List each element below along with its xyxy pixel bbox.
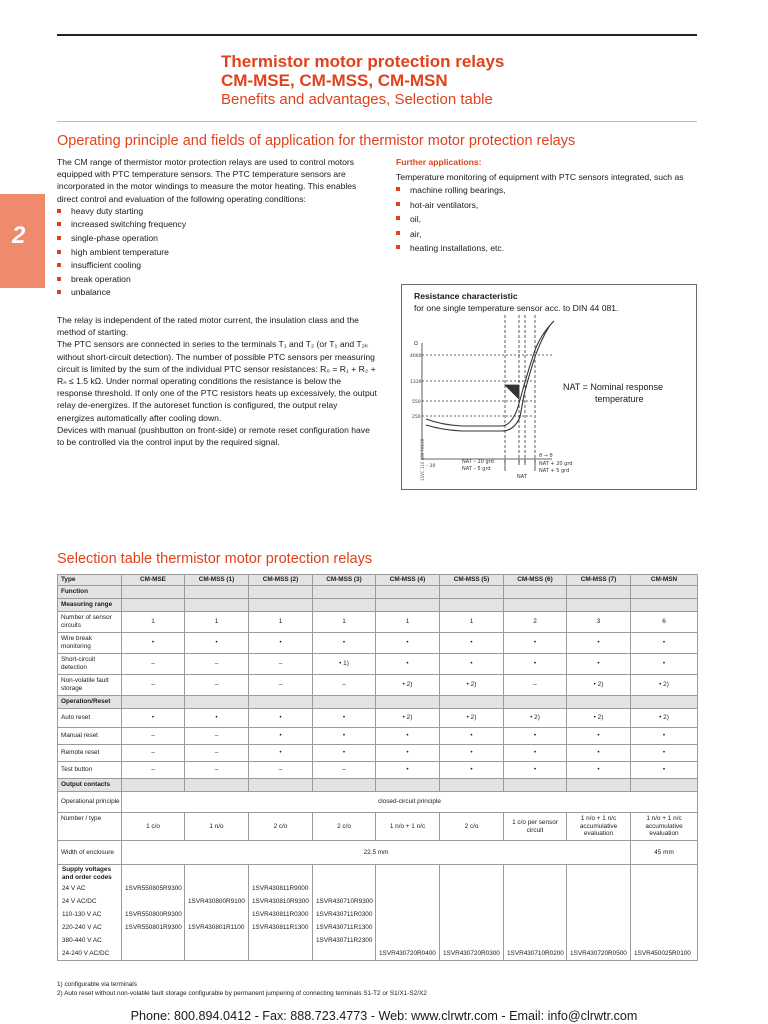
x-start-label: – 20	[426, 464, 436, 469]
table-cell: •	[185, 709, 249, 728]
table-cell: • 2)	[440, 675, 504, 696]
table-cell-width-narrow: 22.5 mm	[122, 841, 631, 865]
table-header-row	[58, 575, 698, 586]
column-header: CM-MSS (5)	[440, 575, 504, 586]
order-code	[441, 895, 502, 908]
order-code	[123, 895, 183, 908]
order-code	[568, 882, 629, 895]
resistance-title: Resistance characteristic	[414, 291, 518, 301]
table-row	[58, 841, 698, 865]
table-cell: •	[376, 728, 440, 745]
list-item: single-phase operation	[57, 232, 377, 246]
order-code	[505, 908, 565, 921]
order-code	[568, 921, 629, 934]
header-type: Type	[58, 575, 122, 586]
row-label-supply: Supply voltages and order codes	[62, 866, 112, 881]
table-cell: •	[567, 633, 631, 654]
table-cell: •	[376, 762, 440, 779]
order-code: 1SVR430811R1300	[252, 924, 309, 931]
order-code	[632, 895, 696, 908]
table-cell: 1	[313, 612, 376, 633]
order-code	[441, 921, 502, 934]
x-axis-symbol: ϑ → ϑ	[539, 453, 553, 459]
table-cell: –	[185, 745, 249, 762]
table-cell: –	[185, 762, 249, 779]
supply-voltage: 110-130 V AC	[62, 911, 102, 918]
table-cell: 1	[249, 612, 313, 633]
table-cell: • 2)	[504, 709, 567, 728]
order-code: 1SVR550801R9300	[125, 924, 182, 931]
column-header: CM-MSS (6)	[504, 575, 567, 586]
table-cell: •	[504, 728, 567, 745]
table-cell: •	[376, 633, 440, 654]
table-cell: 1	[376, 612, 440, 633]
order-code	[505, 895, 565, 908]
table-cell: –	[122, 745, 185, 762]
nat-legend-line1: NAT = Nominal response	[563, 382, 663, 392]
table-cell-width-wide: 45 mm	[631, 841, 698, 865]
y-tick-label: 250	[412, 415, 421, 420]
table-cell: •	[504, 762, 567, 779]
table-cell: • 2)	[631, 675, 698, 696]
footnote: 2) Auto reset without non-volatile fault storage configurable by permanent jumpering of connecting terminals S1-T2 or S1/X1-S2/X2	[57, 990, 427, 997]
order-code: 1SVR550800R9300	[125, 911, 182, 918]
table-row	[58, 654, 698, 675]
order-code: 1SVR550805R9300	[125, 885, 182, 892]
paragraph-independence: The relay is independent of the rated motor current, the insulation class and the method of starting.	[57, 314, 359, 338]
row-label-test-button: Test button	[58, 762, 122, 779]
table-row-supply	[58, 865, 698, 961]
table-row	[58, 612, 698, 633]
table-cell: –	[249, 654, 313, 675]
table-row	[58, 813, 698, 841]
table-cell: •	[249, 745, 313, 762]
table-cell: 1 n/o + 1 n/c	[376, 813, 440, 841]
y-tick-label: 1330	[410, 380, 422, 385]
y-axis-symbol: Ω	[414, 341, 418, 347]
order-codes-col	[567, 865, 631, 961]
order-code: 1SVR430710R0200	[507, 950, 564, 957]
table-cell: • 2)	[376, 709, 440, 728]
contact-footer: Phone: 800.894.0412 - Fax: 888.723.4773 - Web: www.clrwtr.com - Email: info@clrwtr.com	[130, 1009, 638, 1023]
table-cell: •	[249, 709, 313, 728]
table-cell: –	[122, 675, 185, 696]
row-label-operational-principle: Operational principle	[58, 792, 122, 813]
order-code: 1SVR430720R0400	[379, 950, 436, 957]
table-cell: 1 c/o	[122, 813, 185, 841]
order-code	[314, 947, 374, 960]
list-item: air,	[396, 227, 701, 241]
order-code	[377, 921, 438, 934]
list-item: heavy duty starting	[57, 205, 377, 219]
table-row	[58, 586, 698, 599]
intro-paragraph: The CM range of thermistor motor protection relays are used to control motors equipped with PTC temperature sensors. The PTC temperature sensors are incorporated in the motor windings to measure the motor heating. This enables direct control and evaluation of the following operating conditions:	[57, 157, 357, 204]
order-code	[314, 882, 374, 895]
y-tick-label: 550	[412, 400, 421, 405]
supply-voltage: 380-440 V AC	[62, 937, 102, 944]
footnotes	[57, 980, 427, 998]
table-cell: •	[440, 728, 504, 745]
supply-voltage: 220-240 V AC	[62, 924, 102, 931]
drawing-code: 1SVC 110 000 F0139	[420, 438, 425, 481]
table-cell: –	[313, 675, 376, 696]
row-label-wire-break: Wire break monitoring	[58, 633, 122, 654]
table-row	[58, 792, 698, 813]
table-cell: • 2)	[567, 675, 631, 696]
order-code	[186, 908, 247, 921]
table-row	[58, 745, 698, 762]
order-code	[186, 882, 247, 895]
title-block	[221, 52, 691, 109]
table-row	[58, 675, 698, 696]
supply-voltage: 24-240 V AC/DC	[62, 950, 110, 957]
supply-voltage: 24 V AC/DC	[62, 898, 97, 905]
list-item: unbalance	[57, 286, 377, 300]
order-code: 1SVR430801R1100	[188, 924, 245, 931]
order-codes-col	[185, 865, 249, 961]
mark-nat-minus-20: NAT – 20 grd	[462, 459, 494, 465]
row-label-measuring-range: Measuring range	[58, 599, 122, 612]
mark-nat-plus-20: NAT + 20 grd	[539, 461, 573, 467]
order-code	[632, 921, 696, 934]
table-cell: 1	[122, 612, 185, 633]
table-cell: –	[313, 762, 376, 779]
table-cell: •	[440, 654, 504, 675]
order-code	[505, 921, 565, 934]
order-codes-col	[122, 865, 185, 961]
list-item: increased switching frequency	[57, 218, 377, 232]
table-cell: •	[567, 728, 631, 745]
row-label-width: Width of enclosure	[58, 841, 122, 865]
order-code	[377, 908, 438, 921]
top-rule	[57, 34, 697, 36]
column-header: CM-MSS (3)	[313, 575, 376, 586]
order-code	[505, 934, 565, 947]
section-heading-operating-principle: Operating principle and fields of application for thermistor motor protection relays	[57, 133, 576, 149]
order-codes-col	[249, 865, 313, 961]
table-row	[58, 779, 698, 792]
table-cell: •	[631, 728, 698, 745]
order-codes-col	[440, 865, 504, 961]
order-code	[632, 882, 696, 895]
table-cell: 1 c/o per sensor circuit	[504, 813, 567, 841]
order-code	[377, 934, 438, 947]
table-cell: •	[567, 745, 631, 762]
order-code	[632, 934, 696, 947]
order-code	[186, 934, 247, 947]
table-cell: 2 c/o	[313, 813, 376, 841]
table-cell: •	[249, 728, 313, 745]
order-code	[250, 934, 311, 947]
row-label-short-circuit: Short-circuit detection	[58, 654, 122, 675]
table-cell: •	[376, 745, 440, 762]
column-header: CM-MSE	[122, 575, 185, 586]
table-cell: •	[122, 633, 185, 654]
table-cell: •	[631, 633, 698, 654]
row-label-fault-storage: Non-volatile fault storage	[58, 675, 122, 696]
mark-nat-plus-5: NAT + 5 grd	[539, 468, 570, 474]
table-cell: • 2)	[440, 709, 504, 728]
resistance-characteristic-figure	[401, 284, 697, 490]
order-code	[568, 895, 629, 908]
table-cell: –	[122, 728, 185, 745]
column-header: CM-MSN	[631, 575, 698, 586]
table-cell: •	[631, 762, 698, 779]
product-models: CM-MSE, CM-MSS, CM-MSN	[221, 71, 448, 90]
order-code	[441, 908, 502, 921]
order-code: 1SVR430811R9000	[252, 885, 309, 892]
table-row	[58, 728, 698, 745]
table-cell: 3	[567, 612, 631, 633]
table-row	[58, 696, 698, 709]
order-code: 1SVR430720R0500	[570, 950, 627, 957]
table-row	[58, 709, 698, 728]
row-label-operation-reset: Operation/Reset	[58, 696, 122, 709]
table-cell: •	[631, 745, 698, 762]
order-code	[441, 934, 502, 947]
order-code: 1SVR430800R9100	[188, 898, 245, 905]
list-item: heating installations, etc.	[396, 241, 701, 255]
row-label-number-type: Number / type	[58, 813, 122, 841]
order-code	[441, 882, 502, 895]
order-codes-col	[313, 865, 376, 961]
table-cell: 2 c/o	[249, 813, 313, 841]
table-cell-principle: closed-circuit principle	[122, 792, 698, 813]
table-cell: •	[440, 633, 504, 654]
table-cell: • 2)	[631, 709, 698, 728]
left-column	[57, 156, 377, 448]
table-cell: •	[440, 762, 504, 779]
table-cell: –	[504, 675, 567, 696]
conditions-list	[57, 205, 377, 300]
table-row	[58, 599, 698, 612]
order-code	[123, 934, 183, 947]
selection-table	[57, 574, 698, 961]
table-cell: •	[313, 709, 376, 728]
order-codes-col	[376, 865, 440, 961]
table-cell: –	[249, 675, 313, 696]
table-cell: • 2)	[376, 675, 440, 696]
table-cell: 1 n/o + 1 n/c accumulative evaluation	[631, 813, 698, 841]
table-cell: 1	[440, 612, 504, 633]
table-cell: –	[185, 728, 249, 745]
order-code	[186, 947, 247, 960]
y-tick-label: 4000	[410, 354, 422, 359]
column-header: CM-MSS (7)	[567, 575, 631, 586]
further-applications-intro: Temperature monitoring of equipment with PTC sensors integrated, such as	[396, 172, 684, 183]
order-code	[632, 908, 696, 921]
order-code: 1SVR430810R9300	[252, 898, 309, 905]
row-label-manual-reset: Manual reset	[58, 728, 122, 745]
order-code	[505, 882, 565, 895]
table-cell: •	[504, 745, 567, 762]
right-column	[396, 156, 701, 255]
table-cell: –	[185, 675, 249, 696]
column-header: CM-MSS (1)	[185, 575, 249, 586]
order-code	[377, 882, 438, 895]
row-label-auto-reset: Auto reset	[58, 709, 122, 728]
supply-voltage: 24 V AC	[62, 885, 86, 892]
table-cell: •	[567, 762, 631, 779]
order-code	[250, 947, 311, 960]
table-cell: •	[504, 654, 567, 675]
section-heading-selection-table: Selection table thermistor motor protection relays	[57, 551, 373, 567]
mark-nat: NAT	[517, 474, 527, 480]
order-code: 1SVR430711R1300	[316, 924, 373, 931]
order-code	[568, 908, 629, 921]
row-label-sensor-circuits: Number of sensor circuits	[58, 612, 122, 633]
table-cell: –	[122, 654, 185, 675]
column-header: CM-MSS (2)	[249, 575, 313, 586]
table-cell: 2	[504, 612, 567, 633]
table-cell: •	[185, 633, 249, 654]
nat-legend	[563, 381, 663, 405]
table-cell: –	[122, 762, 185, 779]
table-cell: •	[631, 654, 698, 675]
order-codes-col	[631, 865, 698, 961]
order-code: 1SVR430711R2300	[316, 937, 373, 944]
list-item: machine rolling bearings,	[396, 183, 701, 197]
table-cell: –	[185, 654, 249, 675]
column-header: CM-MSS (4)	[376, 575, 440, 586]
table-cell: •	[313, 633, 376, 654]
page-title: Thermistor motor protection relays	[221, 52, 505, 71]
header-divider	[57, 121, 697, 122]
order-code: 1SVR430720R0300	[443, 950, 500, 957]
table-cell: •	[567, 654, 631, 675]
row-label-remote-reset: Remote reset	[58, 745, 122, 762]
table-cell: • 2)	[567, 709, 631, 728]
table-cell: 1	[185, 612, 249, 633]
footnote: 1) configurable via terminals	[57, 981, 137, 988]
order-code	[123, 947, 183, 960]
table-cell: •	[440, 745, 504, 762]
resistance-subtitle: for one single temperature sensor acc. to DIN 44 081.	[414, 303, 619, 313]
table-cell: •	[313, 745, 376, 762]
table-cell: 1 n/o	[185, 813, 249, 841]
resistance-curve-lower	[426, 325, 550, 431]
row-label-output-contacts: Output contacts	[58, 779, 122, 792]
further-applications-heading: Further applications:	[396, 157, 482, 167]
supply-voltage-labels	[58, 865, 122, 961]
order-code: 1SVR450025R0100	[634, 950, 691, 957]
order-code: 1SVR430811R0300	[252, 911, 309, 918]
table-cell: 2 c/o	[440, 813, 504, 841]
row-label-function: Function	[58, 586, 122, 599]
table-cell: •	[313, 728, 376, 745]
table-cell: 1 n/o + 1 n/c accumulative evaluation	[567, 813, 631, 841]
further-applications-list	[396, 183, 701, 255]
chapter-number: 2	[12, 222, 26, 249]
order-code: 1SVR430710R9300	[316, 898, 373, 905]
table-cell: 6	[631, 612, 698, 633]
list-item: break operation	[57, 273, 377, 287]
order-codes-col	[504, 865, 567, 961]
table-cell: •	[249, 633, 313, 654]
page-subtitle: Benefits and advantages, Selection table	[221, 91, 493, 108]
list-item: oil,	[396, 212, 701, 226]
table-cell: •	[504, 633, 567, 654]
order-code	[377, 895, 438, 908]
mark-nat-minus-5: NAT – 5 grd	[462, 466, 491, 472]
list-item: insufficient cooling	[57, 259, 377, 273]
chapter-tab	[0, 194, 45, 288]
paragraph-ptc-sensors: The PTC sensors are connected in series to the terminals T₁ and T₂ (or T₁ and T₂ₖ without short-circuit detection). The number of possible PTC sensors per measuring circuit is limited by the sum of the individual PTC sensor resistances: R₀ = R₁ + R₂ + Rₙ ≤ 1.5 kΩ. Under normal operating conditions the resistance is below the response threshold. If only one of the PTC resistors heats up excessively, the output relay de-energizes. If the autoreset function is configured, the output relay energizes automatically after cooling down.	[57, 339, 377, 423]
list-item: high ambient temperature	[57, 246, 377, 260]
table-cell: •	[122, 709, 185, 728]
table-row	[58, 762, 698, 779]
paragraph-reset: Devices with manual (pushbutton on front-side) or remote reset configuration have to be controlled via the control input by the required signal.	[57, 424, 370, 447]
order-code	[568, 934, 629, 947]
table-row	[58, 633, 698, 654]
table-cell: –	[249, 762, 313, 779]
nat-legend-line2: temperature	[595, 394, 644, 404]
order-code: 1SVR430711R0300	[316, 911, 373, 918]
table-cell: •	[376, 654, 440, 675]
table-cell: • 1)	[313, 654, 376, 675]
list-item: hot-air ventilators,	[396, 198, 701, 212]
